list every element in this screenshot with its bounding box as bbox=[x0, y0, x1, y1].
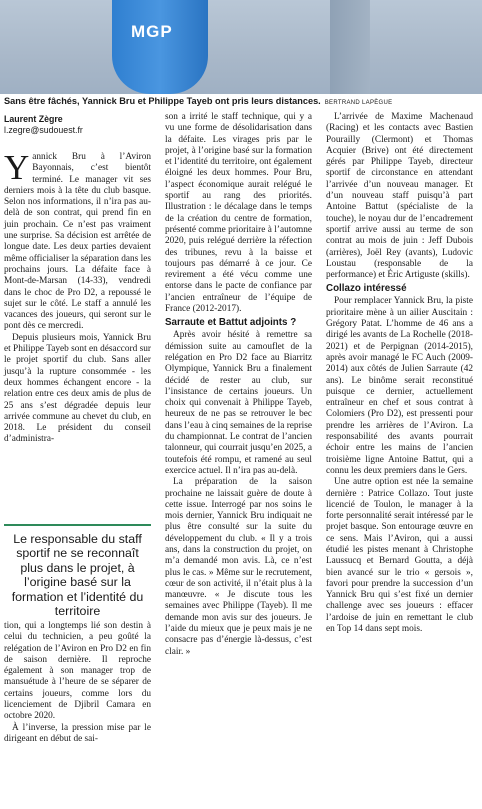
article-column-3 bbox=[326, 112, 473, 635]
article-column-1-bottom bbox=[4, 621, 151, 745]
pull-quote: Le responsable du staff sportif ne se reconnaît plus dans le projet, à l’origine basé sur la formation et l’identité du territoire bbox=[4, 524, 151, 618]
jersey-sponsor-text: MGP bbox=[131, 22, 173, 41]
background-figure bbox=[330, 0, 370, 94]
photo-caption bbox=[4, 96, 480, 106]
paragraph: Une autre option est née la semaine dernière : Patrice Collazo. Tout juste licencié de Toulon, le manager à la forte personnalité serait intéressé par le projet basque. Son entourage œuvre en ce sens. Mais l’Aviron, qui a aussi étudié les pistes menant à Christophe Laussucq et Bernard Goutta, a déjà bien avancé sur le trio « gersois », favori pour prendre la succession d’un Yannick Bru qui s’est fixé un dernier challenge avec ses joueurs : effacer l’ardoise de juin en remettant le club en Top 14 dans sept mois. bbox=[326, 477, 473, 635]
paragraph: À l’inverse, la pression mise par le dirigeant en début de sai- bbox=[4, 722, 151, 744]
author-name: Laurent Zègre bbox=[4, 114, 63, 124]
paragraph: Depuis plusieurs mois, Yannick Bru et Philippe Tayeb sont en désaccord sur le projet sportif du club. Sans aller jusqu’à la rupture consommée - les deux hommes échangent encore - la relation entre ces deux amis de plus de 25 ans s’est dégradée depuis leur arrivée commune au chevet du club, en 2018. Le président du conseil d’administra- bbox=[4, 332, 151, 445]
subheading-sarraute-battut: Sarraute et Battut adjoints ? bbox=[165, 317, 297, 329]
paragraph: son a irrité le staff technique, qui y a vu une forme de désolidarisation dans la défaite. Les virages pris par le projet, à l’origine basé sur la formation et l’identité du territoire, ont également éloigné les deux hommes. Pour Bru, l’aspect économique aurait relégué le sportif au rang des priorités. Illustration : le décalage dans le temps de la création du centre de formation, présenté comme prioritaire à l’automne 2020, puis relégué derrière la réfection des tribunes, revu à la baisse et toujours pas démarré à ce jour. Ce revirement a été vécu comme une entorse dans le pacte de confiance par l’ancien entraîneur de l’équipe de France (2012-2017). bbox=[165, 112, 312, 315]
caption-text: Sans être fâchés, Yannick Bru et Philippe Tayeb ont pris leurs distances. bbox=[4, 96, 321, 106]
paragraph: Pour remplacer Yannick Bru, la piste prioritaire mène à un ailier Auscitain : Grégory Patat. L’homme de 46 ans a dirigé les avants de La Rochelle (2018-2021) et de Perpignan (2014-2015), après avoir managé le FC Auch (2009-2014) aux côtés de Julien Sarraute (42 ans). Le binôme serait reconstitué puisque ce dernier, actuellement entraîneur en chef et sous contrat à Colomiers (Pro D2), est pressenti pour prendre les arrières de l’Aviron. La responsabilité des avants pourrait échoir entre les mains de l’ancien troisième ligne Antoine Battut, qui a connu les deux premiers dans le Gers. bbox=[326, 296, 473, 476]
author-email[interactable]: l.zegre@sudouest.fr bbox=[4, 125, 83, 135]
article-photo bbox=[0, 0, 482, 94]
paragraph: Yannick Bru à l’Aviron Bayonnais, c’est bientôt terminé. Le manager vit ses derniers mois à la tête du club basque. Selon nos informations, il n’ira pas au-delà de son contrat, qui prend fin en juin prochain. Ce n’est pas vraiment une surprise. Sa décision est arrêtée de longue date. Les deux parties devaient même officialiser la séparation dans les prochains jours. La défaite face à Mont-de-Marsan (14-33), vendredi dans le choc de Pro D2, a repoussé le sujet sur le côté. Le staff a annulé les vacances des joueurs, qui seront sur le pont dès ce mercredi. bbox=[4, 148, 151, 332]
article-column-1 bbox=[4, 148, 151, 446]
paragraph: La préparation de la saison prochaine ne laissait guère de doute à cette issue. Interrogé par nos soins le mois dernier, Yannick Bru indiquait ne plus être consulté sur la suite du développement du club. « Il y a trois ans, dans la construction du projet, on m’a demandé mon avis. Là, ce n’est plus le cas. » Même sur le recrutement, cœur de son activité, il n’était plus à la manœuvre. « Je discute tous les semaines avec Philippe (Tayeb). Il me demande mon avis sur des joueurs. Je l’aide du mieux que je peux mais je ne consacre pas d’énergie là-dessus, c’est clair. » bbox=[165, 477, 312, 657]
article-column-2 bbox=[165, 112, 312, 658]
drop-cap: Y bbox=[4, 148, 30, 187]
photo-credit: BERTRAND LAPÈGUE bbox=[324, 100, 393, 106]
paragraph: Après avoir hésité à remettre sa démission suite au camouflet de la relégation en Pro D2 face au Biarritz Olympique, Yannick Bru a finalement décidé de rester au club, sur l’insistance de certains joueurs. Un choix qui convenait à Philippe Tayeb, heureux de ne pas se retrouver le bec dans l’eau à cinq semaines de la reprise du championnat. Le contrat de l’ancien talonneur, qui courrait jusqu’en 2025, a toutefois été rompu, et ramené au seul exercice actuel. Il n’ira pas au-delà. bbox=[165, 330, 312, 476]
player-jersey bbox=[112, 0, 208, 94]
paragraph: tion, qui a longtemps lié son destin à celui du technicien, a peu goûté la relégation de l’Aviron en Pro D2 en fin de saison dernière. Il reproche également à son manager trop de mansuétude à l’heure de se séparer de certains joueurs, comme lors du licenciement de Djibril Camara en octobre 2020. bbox=[4, 621, 151, 722]
author-block bbox=[4, 114, 83, 136]
subheading-collazo: Collazo intéressé bbox=[326, 283, 407, 295]
paragraph: L’arrivée de Maxime Machenaud (Racing) et les contacts avec Bastien Pourailly (Clermont) et Thomas Acquier (Brive) ont été directement gérés par Philippe Tayeb, directeur sportif de circonstance en attendant l’arrivée d’un nouveau manager. Et d’un nouveau staff puisqu’à part Antoine Battut (spécialiste de la touche), le noyau dur de l’encadrement sportif arrive aussi au terme de son contrat au mois de juin : Jeff Dubois (arrières), Joël Rey (avants), Ludovic Loustau (responsable de la performance) et Éric Artiguste (skills). bbox=[326, 112, 473, 281]
